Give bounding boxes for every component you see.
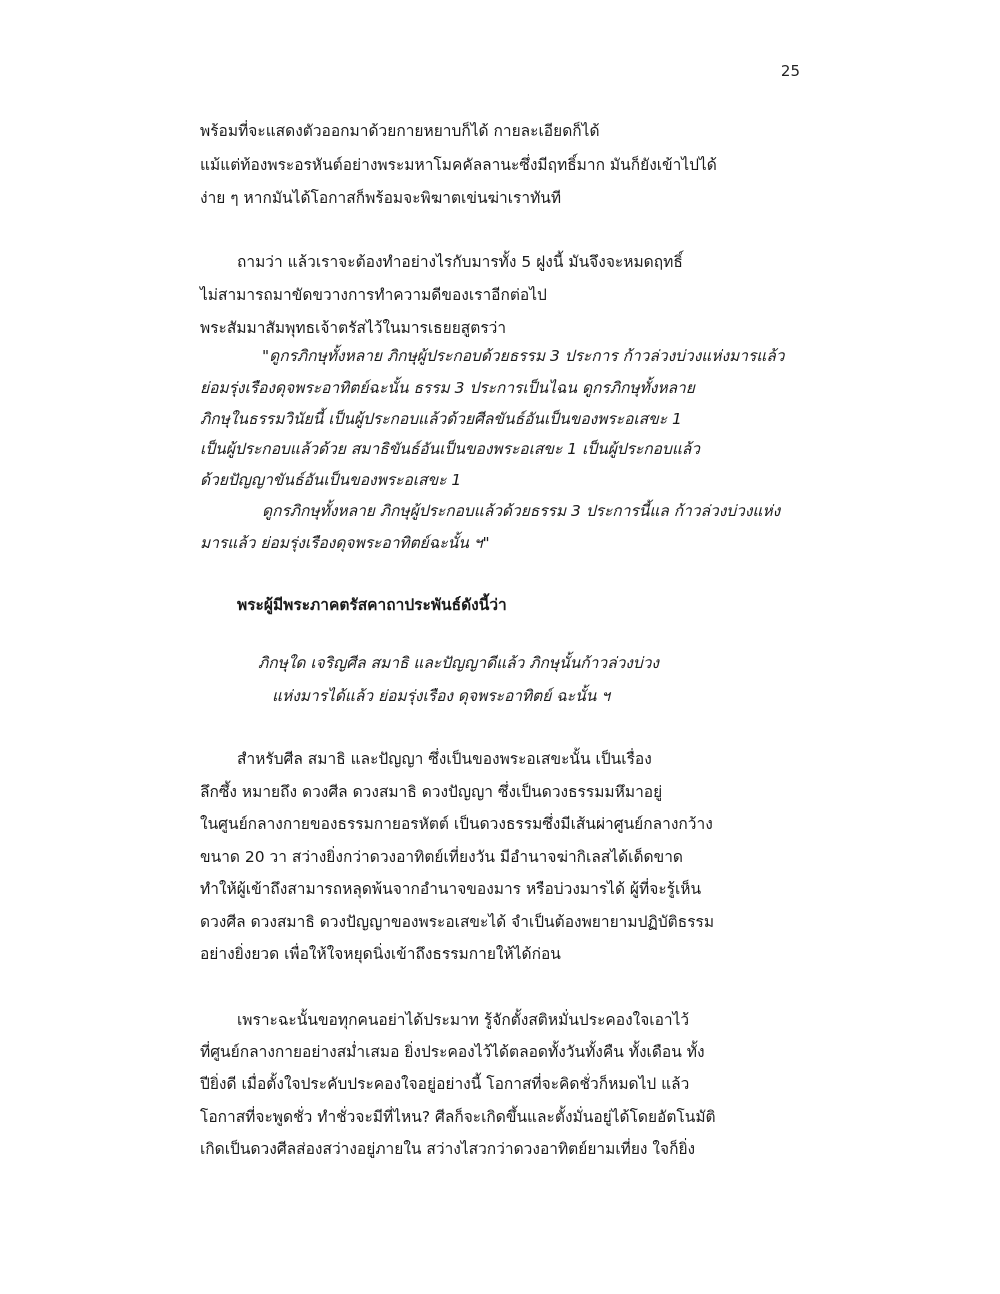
paragraph-4-line-3: ปียิ่งดี เมื่อตั้งใจประคับประคองใจอยู่อย่างนี้ โอกาสที่จะคิดชั่วก็หมดไป แล้ว: [200, 1075, 690, 1093]
quote-1-line-3: ภิกษุในธรรมวินัยนี้ เป็นผู้ประกอบแล้วด้วยศีลขันธ์อันเป็นของพระอเสขะ 1: [200, 410, 682, 428]
paragraph-3-line-4: ขนาด 20 วา สว่างยิ่งกว่าดวงอาทิตย์เที่ยงวัน มีอำนาจฆ่ากิเลสได้เด็ดขาด: [200, 848, 683, 866]
quote-1-line-4: เป็นผู้ประกอบแล้วด้วย สมาธิขันธ์อันเป็นของพระอเสขะ 1 เป็นผู้ประกอบแล้ว: [200, 440, 701, 458]
paragraph-1-line-3: ง่าย ๆ หากมันได้โอกาสก็พร้อมจะพิฆาตเข่นฆ่าเราทันที: [200, 189, 562, 207]
paragraph-3-line-2: ลึกซึ้ง หมายถึง ดวงศีล ดวงสมาธิ ดวงปัญญา ซึ่งเป็นดวงธรรมมหึมาอยู่: [200, 783, 663, 801]
page-number: 25: [780, 62, 800, 80]
paragraph-3-line-1: สำหรับศีล สมาธิ และปัญญา ซึ่งเป็นของพระอเสขะนั้น เป็นเรื่อง: [237, 750, 652, 768]
paragraph-2-line-1: ถามว่า แล้วเราจะต้องทำอย่างไรกับมารทั้ง 5 ฝูงนี้ มันจึงจะหมดฤทธิ์: [237, 253, 683, 271]
paragraph-3-line-6: ดวงศีล ดวงสมาธิ ดวงปัญญาของพระอเสขะได้ จำเป็นต้องพยายามปฏิบัติธรรม: [200, 913, 715, 931]
quote-2-line-2: มารแล้ว ย่อมรุ่งเรืองดุจพระอาทิตย์ฉะนั้น ฯ": [200, 534, 490, 552]
paragraph-2-line-3: พระสัมมาสัมพุทธเจ้าตรัสไว้ในมารเธยยสูตรว่า: [200, 319, 507, 337]
quote-2-line-1: ดูกรภิกษุทั้งหลาย ภิกษุผู้ประกอบแล้วด้วยธรรม 3 ประการนี้แล ก้าวล่วงบ่วงแห่ง: [262, 502, 781, 520]
paragraph-1-line-2: แม้แต่ท้องพระอรหันต์อย่างพระมหาโมคคัลลานะซึ่งมีฤทธิ์มาก มันก็ยังเข้าไปได้: [200, 156, 717, 174]
paragraph-3-line-5: ทำให้ผู้เข้าถึงสามารถหลุดพ้นจากอำนาจของมาร หรือบ่วงมารได้ ผู้ที่จะรู้เห็น: [200, 880, 702, 898]
verse-heading: พระผู้มีพระภาคตรัสคาถาประพันธ์ดังนี้ว่า: [237, 596, 507, 614]
verse-line-2: แห่งมารได้แล้ว ย่อมรุ่งเรือง ดุจพระอาทิตย์ ฉะนั้น ฯ: [272, 687, 610, 705]
paragraph-3-line-7: อย่างยิ่งยวด เพื่อให้ใจหยุดนิ่งเข้าถึงธรรมกายให้ได้ก่อน: [200, 945, 561, 963]
paragraph-4-line-2: ที่ศูนย์กลางกายอย่างสม่ำเสมอ ยิ่งประคองไว้ได้ตลอดทั้งวันทั้งคืน ทั้งเดือน ทั้ง: [200, 1043, 705, 1061]
quote-1-line-5: ด้วยปัญญาขันธ์อันเป็นของพระอเสขะ 1: [200, 471, 462, 489]
paragraph-4-line-1: เพราะฉะนั้นขอทุกคนอย่าได้ประมาท รู้จักตั้งสติหมั่นประคองใจเอาไว้: [237, 1011, 690, 1029]
quote-1-line-2: ย่อมรุ่งเรืองดุจพระอาทิตย์ฉะนั้น ธรรม 3 ประการเป็นไฉน ดูกรภิกษุทั้งหลาย: [200, 379, 695, 397]
paragraph-2-line-2: ไม่สามารถมาขัดขวางการทำความดีของเราอีกต่อไป: [200, 286, 547, 304]
quote-1-line-1: "ดูกรภิกษุทั้งหลาย ภิกษุผู้ประกอบด้วยธรรม 3 ประการ ก้าวล่วงบ่วงแห่งมารแล้ว: [262, 347, 785, 365]
verse-line-1: ภิกษุใด เจริญศีล สมาธิ และปัญญาดีแล้ว ภิกษุนั้นก้าวล่วงบ่วง: [258, 654, 659, 672]
paragraph-4-line-5: เกิดเป็นดวงศีลส่องสว่างอยู่ภายใน สว่างไสวกว่าดวงอาทิตย์ยามเที่ยง ใจก็ยิ่ง: [200, 1140, 696, 1158]
paragraph-4-line-4: โอกาสที่จะพูดชั่ว ทำชั่วจะมีที่ไหน? ศีลก็จะเกิดขึ้นและตั้งมั่นอยู่ได้โดยอัตโนมัติ: [200, 1108, 716, 1126]
paragraph-1-line-1: พร้อมที่จะแสดงตัวออกมาด้วยกายหยาบก็ได้ กายละเอียดก็ได้: [200, 122, 600, 140]
paragraph-3-line-3: ในศูนย์กลางกายของธรรมกายอรหัตต์ เป็นดวงธรรมซึ่งมีเส้นผ่าศูนย์กลางกว้าง: [200, 815, 713, 833]
